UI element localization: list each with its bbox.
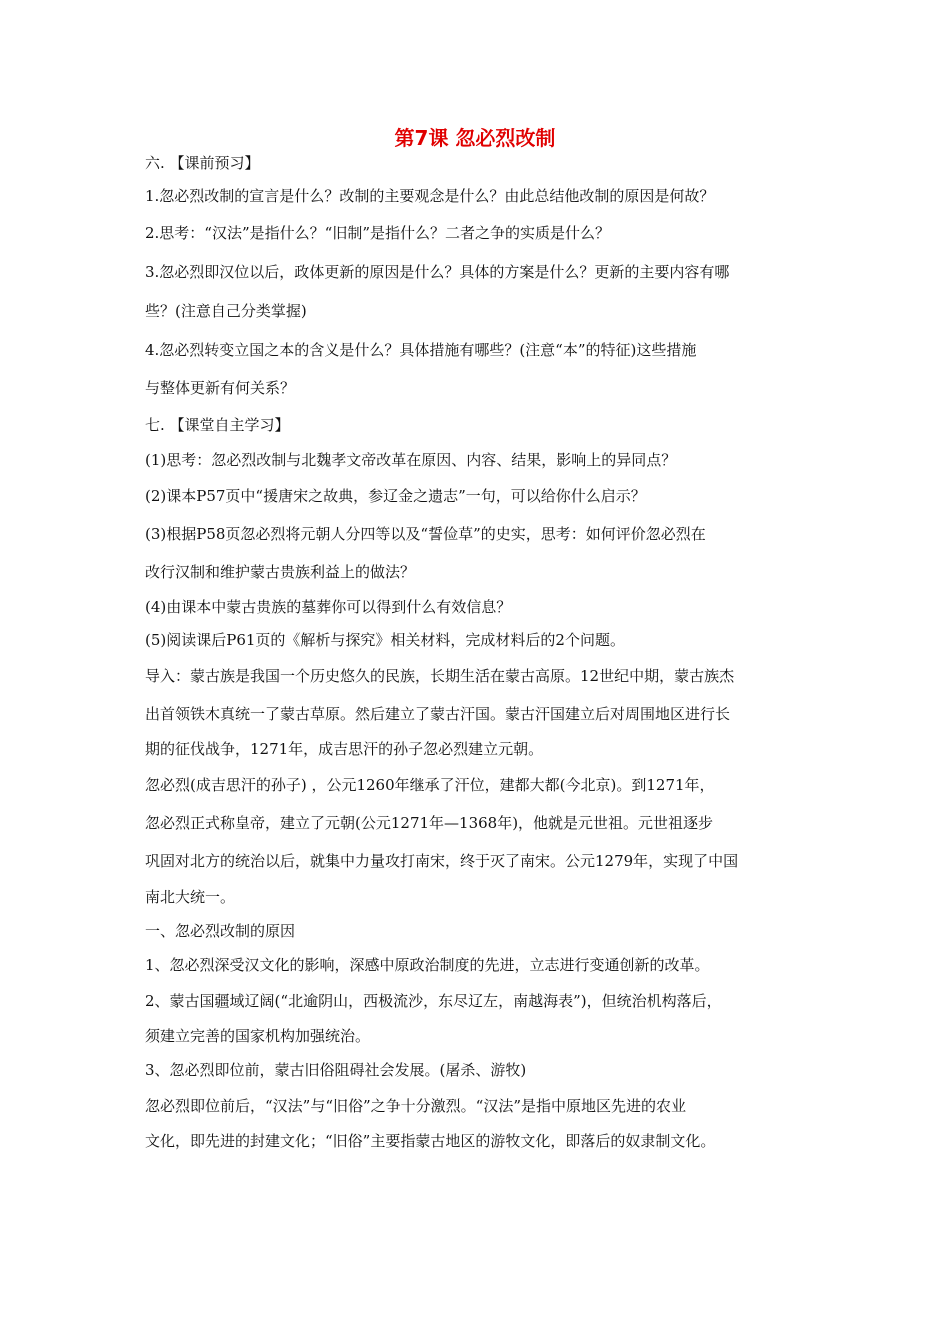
text-line: 3.忽必烈即汉位以后，政体更新的原因是什么？具体的方案是什么？更新的主要内容有哪	[145, 263, 730, 281]
text-line: 期的征伐战争，1271年，成吉思汗的孙子忽必烈建立元朝。	[145, 740, 544, 758]
text-line: 南北大统一。	[145, 888, 236, 906]
text-line: 出首领铁木真统一了蒙古草原。然后建立了蒙古汗国。蒙古汗国建立后对周围地区进行长	[145, 705, 731, 723]
text-line: 1.忽必烈改制的宣言是什么？改制的主要观念是什么？由此总结他改制的原因是何故？	[145, 187, 715, 205]
text-line: 3、忽必烈即位前，蒙古旧俗阻碍社会发展。(屠杀、游牧)	[145, 1061, 527, 1079]
page-title: 第7课 忽必烈改制	[394, 126, 556, 150]
text-line: 忽必烈正式称皇帝，建立了元朝(公元1271年—1368年)，他就是元世祖。元世祖逐步	[145, 814, 714, 832]
text-line: 七. 【课堂自主学习】	[145, 416, 290, 434]
text-line: 与整体更新有何关系？	[145, 379, 296, 397]
text-line: (1)思考：忽必烈改制与北魏孝文帝改革在原因、内容、结果，影响上的异同点？	[145, 451, 677, 469]
text-line: 1、忽必烈深受汉文化的影响，深感中原政治制度的先进，立志进行变通创新的改革。	[145, 956, 710, 974]
text-line: 改行汉制和维护蒙古贵族利益上的做法？	[145, 563, 416, 581]
text-line: (3)根据P58页忽必烈将元朝人分四等以及“誓俭草”的史实，思考：如何评价忽必烈在	[145, 525, 706, 543]
text-line: (4)由课本中蒙古贵族的墓葬你可以得到什么有效信息？	[145, 598, 512, 616]
text-line: 须建立完善的国家机构加强统治。	[145, 1027, 371, 1045]
text-line: 些？(注意自己分类掌握)	[145, 302, 307, 320]
text-line: (5)阅读课后P61页的《解析与探究》相关材料，完成材料后的2个问题。	[145, 631, 625, 649]
text-line: 文化，即先进的封建文化；“旧俗”主要指蒙古地区的游牧文化，即落后的奴隶制文化。	[145, 1132, 716, 1150]
text-line: 六. 【课前预习】	[145, 154, 260, 172]
text-line: 2、蒙古国疆域辽阔(“北逾阴山，西极流沙，东尽辽左，南越海表”)，但统治机构落后，	[145, 992, 722, 1010]
text-line: 巩固对北方的统治以后，就集中力量攻打南宋，终于灭了南宋。公元1279年，实现了中国	[145, 852, 739, 870]
text-line: 忽必烈(成吉思汗的孙子) ，公元1260年继承了汗位，建都大都(今北京)。到1271年，	[145, 776, 715, 794]
text-line: (2)课本P57页中“援唐宋之故典，参辽金之遗志”一句，可以给你什么启示？	[145, 487, 646, 505]
text-line: 忽必烈即位前后，“汉法”与“旧俗”之争十分激烈。“汉法”是指中原地区先进的农业	[145, 1097, 687, 1115]
text-line: 导入：蒙古族是我国一个历史悠久的民族，长期生活在蒙古高原。12世纪中期，蒙古族杰	[145, 667, 735, 685]
text-line: 4.忽必烈转变立国之本的含义是什么？具体措施有哪些？(注意“本”的特征)这些措施	[145, 341, 697, 359]
text-line: 一、忽必烈改制的原因	[145, 922, 296, 940]
text-line: 2.思考：“汉法”是指什么？“旧制”是指什么？二者之争的实质是什么？	[145, 224, 610, 242]
document-body	[145, 148, 811, 1158]
